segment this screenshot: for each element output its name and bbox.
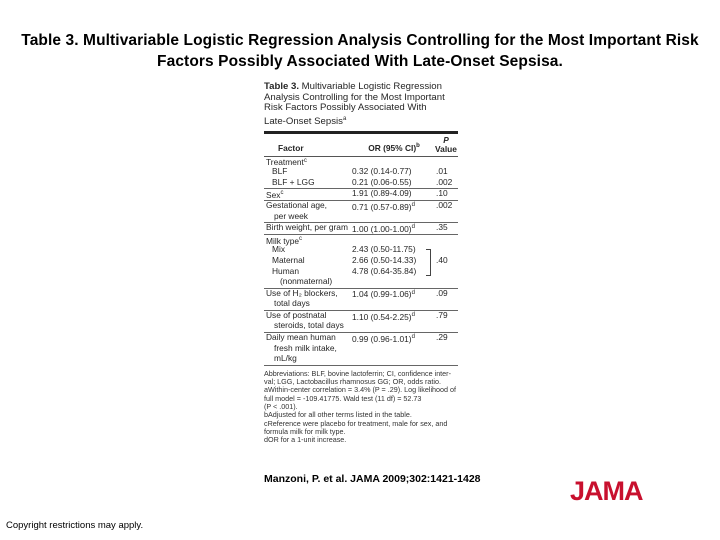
row-factor: BLF + LGG <box>272 176 315 187</box>
row-p-value <box>436 235 458 246</box>
row-factor: Maternal <box>272 254 305 265</box>
table-label: Table 3. <box>264 81 300 92</box>
table-row <box>264 289 458 311</box>
row-p-value: .79 <box>436 309 448 320</box>
footnote-line: cReference were placebo for treatment, male for sex, and <box>264 418 448 428</box>
row-odds-ratio: 0.21 (0.06-0.55) <box>352 176 412 187</box>
footnote-line: (P < .001). <box>264 402 298 412</box>
footnote-line: Abbreviations: BLF, bovine lactoferrin; CI, confidence inter- <box>264 368 451 378</box>
table-row <box>264 223 458 235</box>
table-footnotes <box>264 370 458 445</box>
jama-logo: JAMA <box>570 476 643 506</box>
row-factor: Milk type$^c$ <box>266 235 303 246</box>
table-body <box>264 157 458 366</box>
row-odds-ratio: 2.66 (0.50-14.33) <box>352 254 417 265</box>
row-factor: Sex$^c$ <box>266 190 284 201</box>
footnote-line: full model = -109.41775. Wald test (11 df) = 52.73 <box>264 393 422 403</box>
row-odds-ratio: 1.10 $(0.54-2.25)^d$ <box>352 311 415 322</box>
row-factor: Mix <box>272 244 286 255</box>
row-p-value: .10 <box>436 188 448 199</box>
table-row <box>264 333 458 366</box>
row-factor: Daily mean human fresh milk intake, mL/kg <box>266 332 337 364</box>
footnote-line: aWithin-center correlation = 3.4% (P = .29). Log likelihood of <box>264 385 457 395</box>
table-header <box>264 134 458 156</box>
footnote-line: val; LGG, Lactobacillus rhamnosus GG; OR, odds ratio. <box>264 377 441 387</box>
row-factor: Use of postnatal steroids, total days <box>266 309 344 331</box>
table-row <box>264 311 458 333</box>
row-p-value: .002 <box>436 176 453 187</box>
slide-title-line-2: Factors Possibly Associated With Late-Onset Sepsisa. <box>157 53 563 70</box>
row-factor: BLF <box>272 166 288 177</box>
row-factor: Use of H₂ blockers, total days <box>266 287 338 309</box>
footnote-line: formula milk for milk type. <box>264 426 346 436</box>
table-title-sup: a <box>342 115 347 122</box>
table-title-line-4: Late-Onset Sepsis <box>264 115 343 127</box>
row-odds-ratio: 1.04 $(0.99-1.06)^d$ <box>352 289 415 300</box>
row-p-value: .002 <box>436 199 453 210</box>
copyright-notice: Copyright restrictions may apply. <box>6 520 144 531</box>
row-odds-ratio: 1.91 (0.89-4.09) <box>352 188 412 199</box>
slide-title <box>20 30 700 72</box>
row-factor: Birth weight, per gram <box>266 222 348 233</box>
row-p-value <box>436 267 458 278</box>
header-factor: Factor <box>278 142 304 153</box>
row-odds-ratio: 0.32 (0.14-0.77) <box>352 166 412 177</box>
footnote-line: bAdjusted for all other terms listed in the table. <box>264 410 412 420</box>
table-title-line-3: Risk Factors Possibly Associated With <box>264 102 427 114</box>
milk-type-bracket <box>426 249 431 276</box>
slide-title-line-1: Table 3. Multivariable Logistic Regression Analysis Controlling for the Most Important Risk <box>21 32 699 49</box>
table-title <box>264 82 458 128</box>
row-odds-ratio: 2.43 (0.50-11.75) <box>352 244 416 255</box>
row-odds-ratio: 1.00 $(1.00-1.00)^d$ <box>352 223 415 234</box>
row-factor: Human (nonmaternal) <box>272 265 333 287</box>
row-p-value: .40 <box>436 254 448 265</box>
header-or: OR (95% CI)$^b$ <box>368 142 420 153</box>
row-p-value: .09 <box>436 287 448 298</box>
row-p-value: .35 <box>436 222 448 233</box>
table-row <box>264 201 458 223</box>
table-title-line-1: Multivariable Logistic Regression <box>299 81 442 92</box>
row-odds-ratio: 0.71 $(0.57-0.89)^d$ <box>352 201 415 212</box>
row-factor: Gestational age, per week <box>266 199 327 221</box>
row-factor: Treatment$^c$ <box>266 157 307 168</box>
table-figure <box>264 82 458 445</box>
table-title-line-2: Analysis Controlling for the Most Important <box>264 91 445 103</box>
footnote-line: dOR for a 1-unit increase. <box>264 435 347 445</box>
header-p-value: P Value <box>435 134 457 154</box>
row-p-value: .01 <box>436 166 448 177</box>
row-odds-ratio: 0.99 $(0.96-1.01)^d$ <box>352 333 415 344</box>
row-odds-ratio: 4.78 (0.64-35.84) <box>352 265 417 276</box>
citation: Manzoni, P. et al. JAMA 2009;302:1421-1428 <box>264 473 481 485</box>
row-p-value: .29 <box>436 332 448 343</box>
